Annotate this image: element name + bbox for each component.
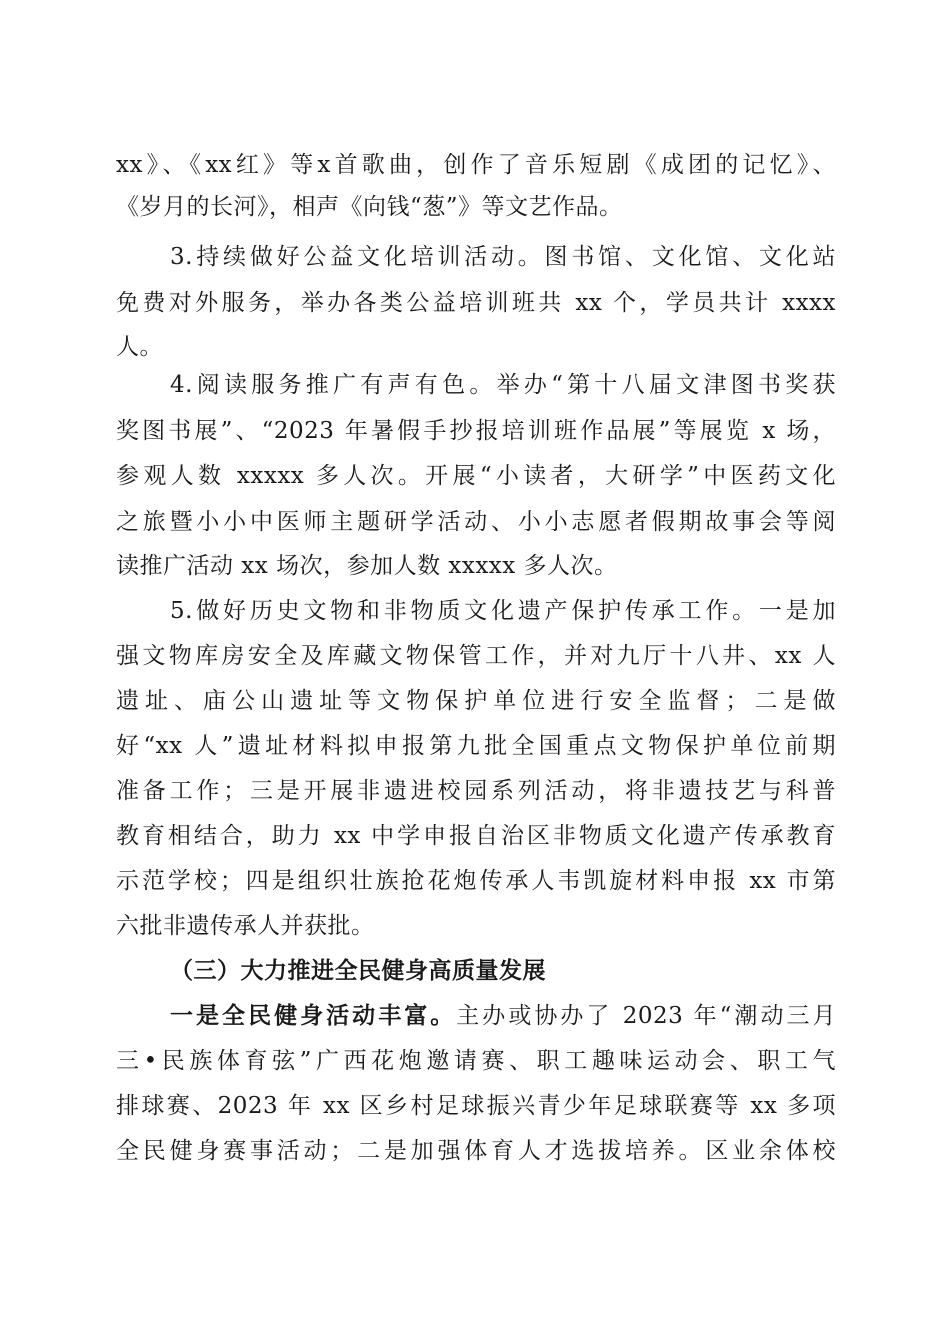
text-line: 参观人数 xxxxx 多人次。开展“小读者，大研学”中医药文化 <box>116 463 836 489</box>
text-line: 《岁月的长河》，相声《向钱“葱”》等文艺作品。 <box>116 194 623 220</box>
text-line: 之旅暨小小中医师主题研学活动、小小志愿者假期故事会等阅 <box>116 509 836 535</box>
text-line: 六批非遗传承人并获批。 <box>116 913 375 939</box>
text-line: 三•民族体育弦”广西花炮邀请赛、职工趣味运动会、职工气 <box>116 1048 836 1074</box>
text-line: 4.阅读服务推广有声有色。举办“第十八届文津图书奖获 <box>170 372 836 398</box>
text-line: 全民健身赛事活动；二是加强体育人才选拔培养。区业余体校 <box>116 1138 836 1164</box>
text-line: 好“xx 人”遗址材料拟申报第九批全国重点文物保护单位前期 <box>116 733 836 759</box>
text-line: 5.做好历史文物和非物质文化遗产保护传承工作。一是加 <box>170 598 836 624</box>
bold-lead-text: 一是全民健身活动丰富。 <box>170 1003 457 1029</box>
text-line: xx》、《xx红》等x首歌曲，创作了音乐短剧《成团的记忆》、 <box>116 152 836 178</box>
text-line: 3.持续做好公益文化培训活动。图书馆、文化馆、文化站 <box>170 244 836 270</box>
text-line: 人。 <box>116 334 163 360</box>
text-line <box>170 1001 836 1031</box>
text-line: 奖图书展”、“2023 年暑假手抄报培训班作品展”等展览 x 场， <box>116 418 836 444</box>
text-line: 遗址、庙公山遗址等文物保护单位进行安全监督；二是做 <box>116 688 836 714</box>
text-line: 读推广活动 xx 场次，参加人数 xxxxx 多人次。 <box>116 553 618 579</box>
text-line: 准备工作；三是开展非遗进校园系列活动，将非遗技艺与科普 <box>116 778 836 804</box>
section-heading: （三）大力推进全民健身高质量发展 <box>170 958 546 984</box>
text-line: 强文物库房安全及库藏文物保管工作，并对九厅十八井、xx 人 <box>116 643 836 669</box>
text-span: 主办或协办了 2023 年“潮动三月 <box>456 1003 836 1029</box>
text-line: 免费对外服务，举办各类公益培训班共 xx 个，学员共计 xxxx <box>116 290 836 316</box>
text-line: 排球赛、2023 年 xx 区乡村足球振兴青少年足球联赛等 xx 多项 <box>116 1093 836 1119</box>
text-line: 教育相结合，助力 xx 中学申报自治区非物质文化遗产传承教育 <box>116 823 836 849</box>
text-line: 示范学校；四是组织壮族抢花炮传承人韦凯旋材料申报 xx 市第 <box>116 868 836 894</box>
